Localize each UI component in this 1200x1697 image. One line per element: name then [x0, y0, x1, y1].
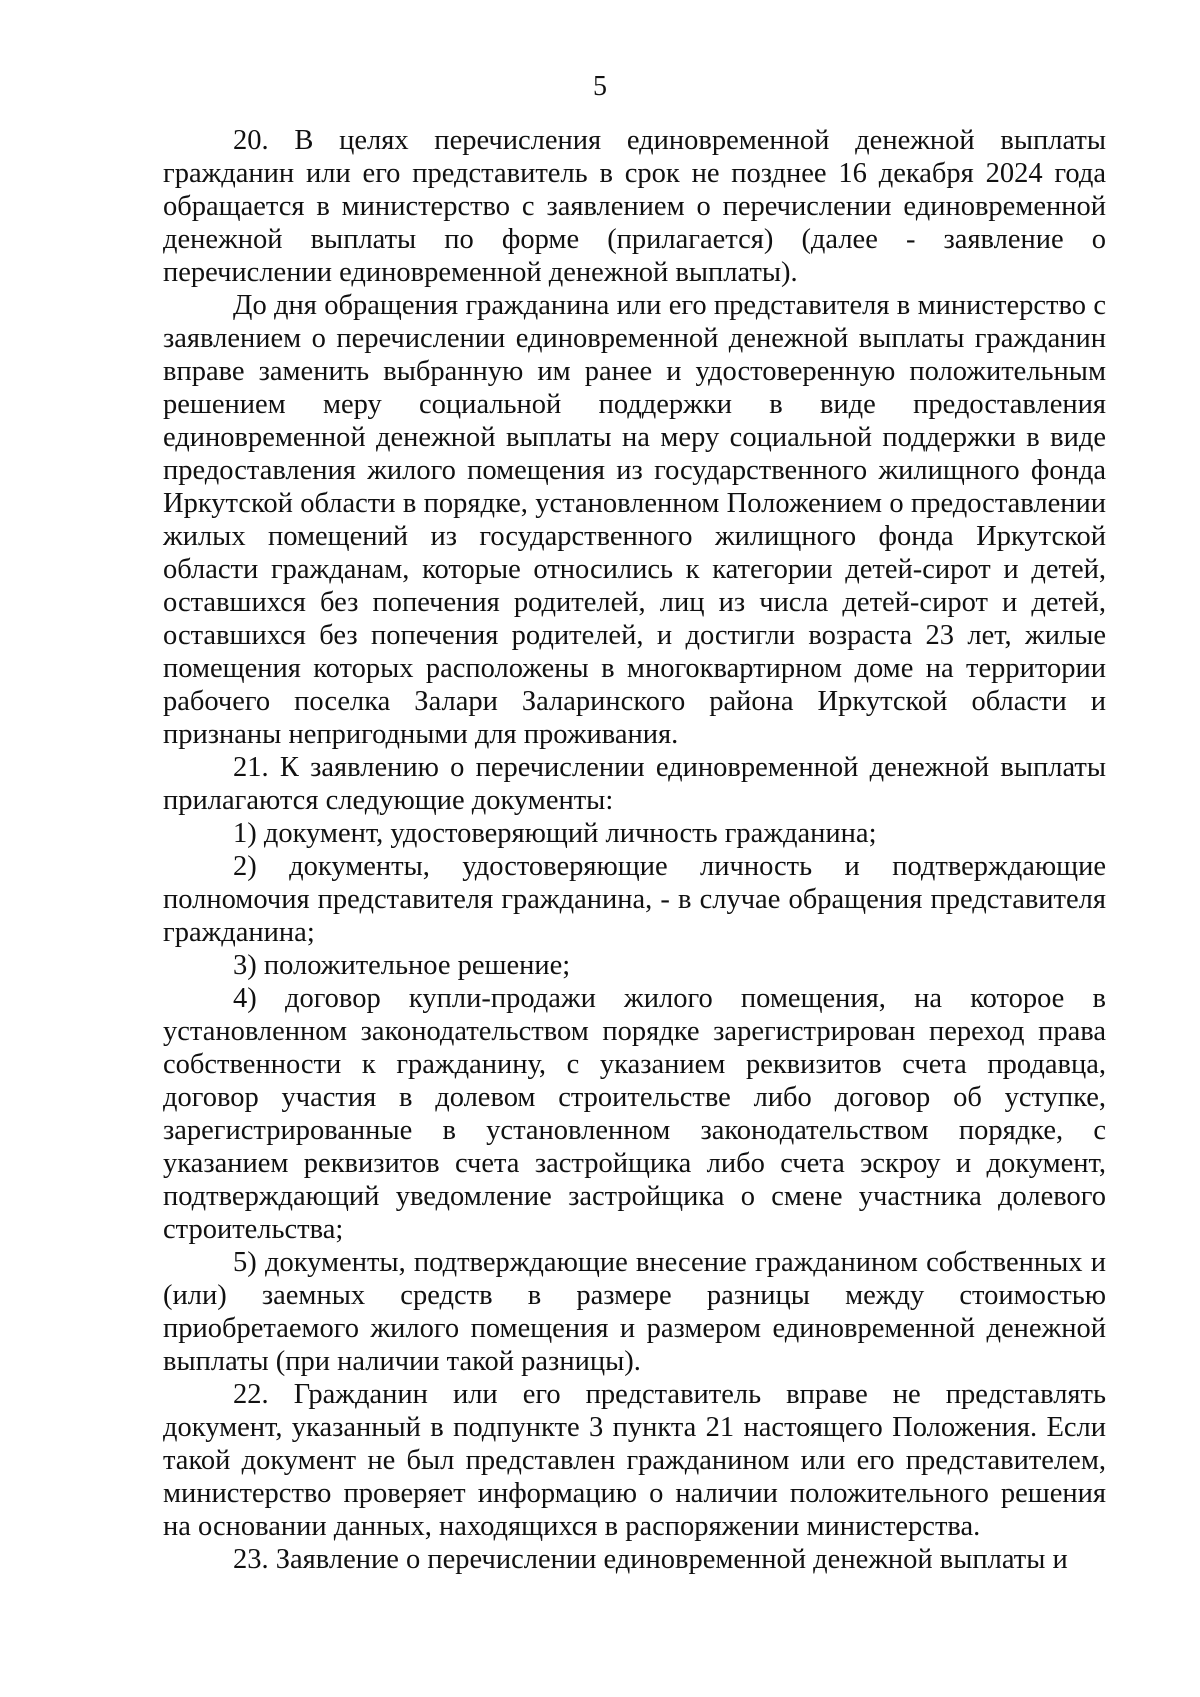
list-item-4: 4) договор купли-продажи жилого помещения, на которое в установленном законодательством порядке зарегистрирован переход права собственности к гражданину, с указанием реквизитов счета продавца, договор участия в долевом строительстве либо договор об уступке, зарегистрированные в установленном законодательством порядке, с указанием реквизитов счета застройщика либо счета эскроу и документ, подтверждающий уведомление застройщика о смене участника долевого строительства; [163, 983, 1106, 1245]
paragraph-22: 22. Гражданин или его представитель вправе не представлять документ, указанный в подпункте 3 пункта 21 настоящего Положения. Если такой документ не был представлен гражданином или его представителем, министерство проверяет информацию о наличии положительного решения на основании данных, находящихся в распоряжении министерства. [163, 1379, 1106, 1542]
paragraph-replacement-right: До дня обращения гражданина или его представителя в министерство с заявлением о перечислении единовременной денежной выплаты гражданин вправе заменить выбранную им ранее и удостоверенную положительным решением меру социальной поддержки в виде предоставления единовременной денежной выплаты на меру социальной поддержки в виде предоставления жилого помещения из государственного жилищного фонда Иркутской области в порядке, установленном Положением о предоставлении жилых помещений из государственного жилищного фонда Иркутской области гражданам, которые относились к категории детей-сирот и детей, оставшихся без попечения родителей, лиц из числа детей-сирот и детей, оставшихся без попечения родителей, и достигли возраста 23 лет, жилые помещения которых расположены в многоквартирном доме на территории рабочего поселка Залари Заларинского района Иркутской области и признаны непригодными для проживания. [163, 290, 1106, 750]
list-item-1: 1) документ, удостоверяющий личность гражданина; [233, 818, 877, 849]
list-item-5: 5) документы, подтверждающие внесение гражданином собственных и (или) заемных средств в размере разницы между стоимостью приобретаемого жилого помещения и размером единовременной денежной выплаты (при наличии такой разницы). [163, 1247, 1106, 1377]
document-body [163, 124, 1106, 1576]
paragraph-20: 20. В целях перечисления единовременной денежной выплаты гражданин или его представитель в срок не позднее 16 декабря 2024 года обращается в министерство с заявлением о перечислении единовременной денежной выплаты по форме (прилагается) (далее - заявление о перечислении единовременной денежной выплаты). [163, 125, 1106, 288]
list-item-3: 3) положительное решение; [233, 950, 571, 981]
page-number: 5 [593, 71, 607, 102]
paragraph-21: 21. К заявлению о перечислении единовременной денежной выплаты прилагаются следующие документы: [163, 752, 1106, 816]
list-item-2: 2) документы, удостоверяющие личность и подтверждающие полномочия представителя гражданина, - в случае обращения представителя гражданина; [163, 851, 1106, 948]
paragraph-23: 23. Заявление о перечислении единовременной денежной выплаты и [233, 1544, 1068, 1575]
